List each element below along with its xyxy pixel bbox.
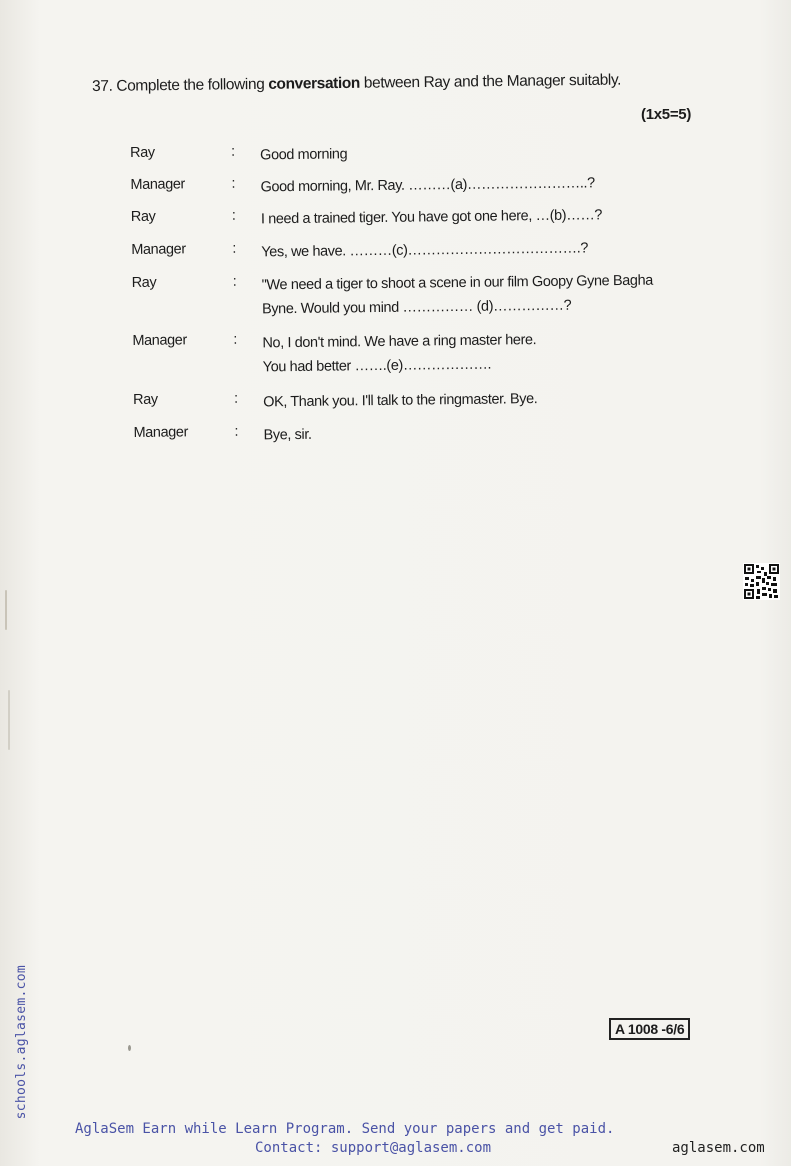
speaker-name: Ray xyxy=(130,144,155,161)
scan-speck xyxy=(8,690,10,750)
colon-separator: : xyxy=(232,240,237,257)
dialogue-line: Byne. Would you mind …………… (d)……………? xyxy=(261,297,572,318)
colon-separator: : xyxy=(234,390,238,407)
dialogue-line: Bye, sir. xyxy=(263,426,312,444)
dialogue-line: You had better …….(e)………………. xyxy=(262,356,492,376)
dialogue-row xyxy=(132,268,723,323)
qr-code-icon xyxy=(743,563,780,600)
speaker-name: Ray xyxy=(131,274,157,291)
dialogue-row xyxy=(132,326,723,381)
dialogue-row xyxy=(131,235,721,266)
dialogue-line: Good morning, Mr. Ray. ………(a)……………………..? xyxy=(260,175,595,196)
speaker-name: Manager xyxy=(132,332,187,349)
speaker-name: Ray xyxy=(133,391,158,408)
speaker-name: Ray xyxy=(130,208,156,225)
footer-contact-text: Contact: support@aglasem.com xyxy=(255,1140,492,1156)
question-text-bold: conversation xyxy=(268,74,361,93)
footer-promo-text: AglaSem Earn while Learn Program. Send your papers and get paid. xyxy=(75,1121,615,1137)
colon-separator: : xyxy=(231,175,236,192)
dialogue-line: I need a trained tiger. You have got one here, …(b)……? xyxy=(260,207,603,228)
dialogue-table xyxy=(130,138,724,449)
colon-separator: : xyxy=(231,207,236,224)
dialogue-line: OK, Thank you. I'll talk to the ringmaster. Bye. xyxy=(263,391,538,411)
speaker-name: Manager xyxy=(130,176,186,193)
scan-speck xyxy=(5,590,7,630)
side-watermark-url: schools.aglasem.com xyxy=(14,965,29,1120)
colon-separator: : xyxy=(232,273,237,290)
question-text-start: 37. Complete the following xyxy=(92,75,269,95)
speaker-name: Manager xyxy=(131,241,186,258)
speaker-name: Manager xyxy=(133,424,189,441)
colon-separator: : xyxy=(234,423,239,440)
dialogue-row xyxy=(131,202,721,233)
marks-label: (1x5=5) xyxy=(641,106,692,123)
footer-brand-text: aglasem.com xyxy=(672,1140,765,1156)
dialogue-row xyxy=(133,385,723,416)
dialogue-row xyxy=(130,170,720,201)
dialogue-line: Yes, we have. ………(c)……………………………….? xyxy=(261,240,589,261)
dialogue-line: Good morning xyxy=(260,146,348,164)
dialogue-line: No, I don't mind. We have a ring master here. xyxy=(262,332,537,352)
dialogue-line: "We need a tiger to shoot a scene in our film Goopy Gyne Bagha xyxy=(261,272,653,294)
scan-speck xyxy=(128,1045,131,1051)
page-code-label: A 1008 -6/6 xyxy=(609,1018,690,1040)
colon-separator: : xyxy=(233,331,238,348)
colon-separator: : xyxy=(230,143,235,160)
question-text-end: between Ray and the Manager suitably. xyxy=(359,71,622,92)
